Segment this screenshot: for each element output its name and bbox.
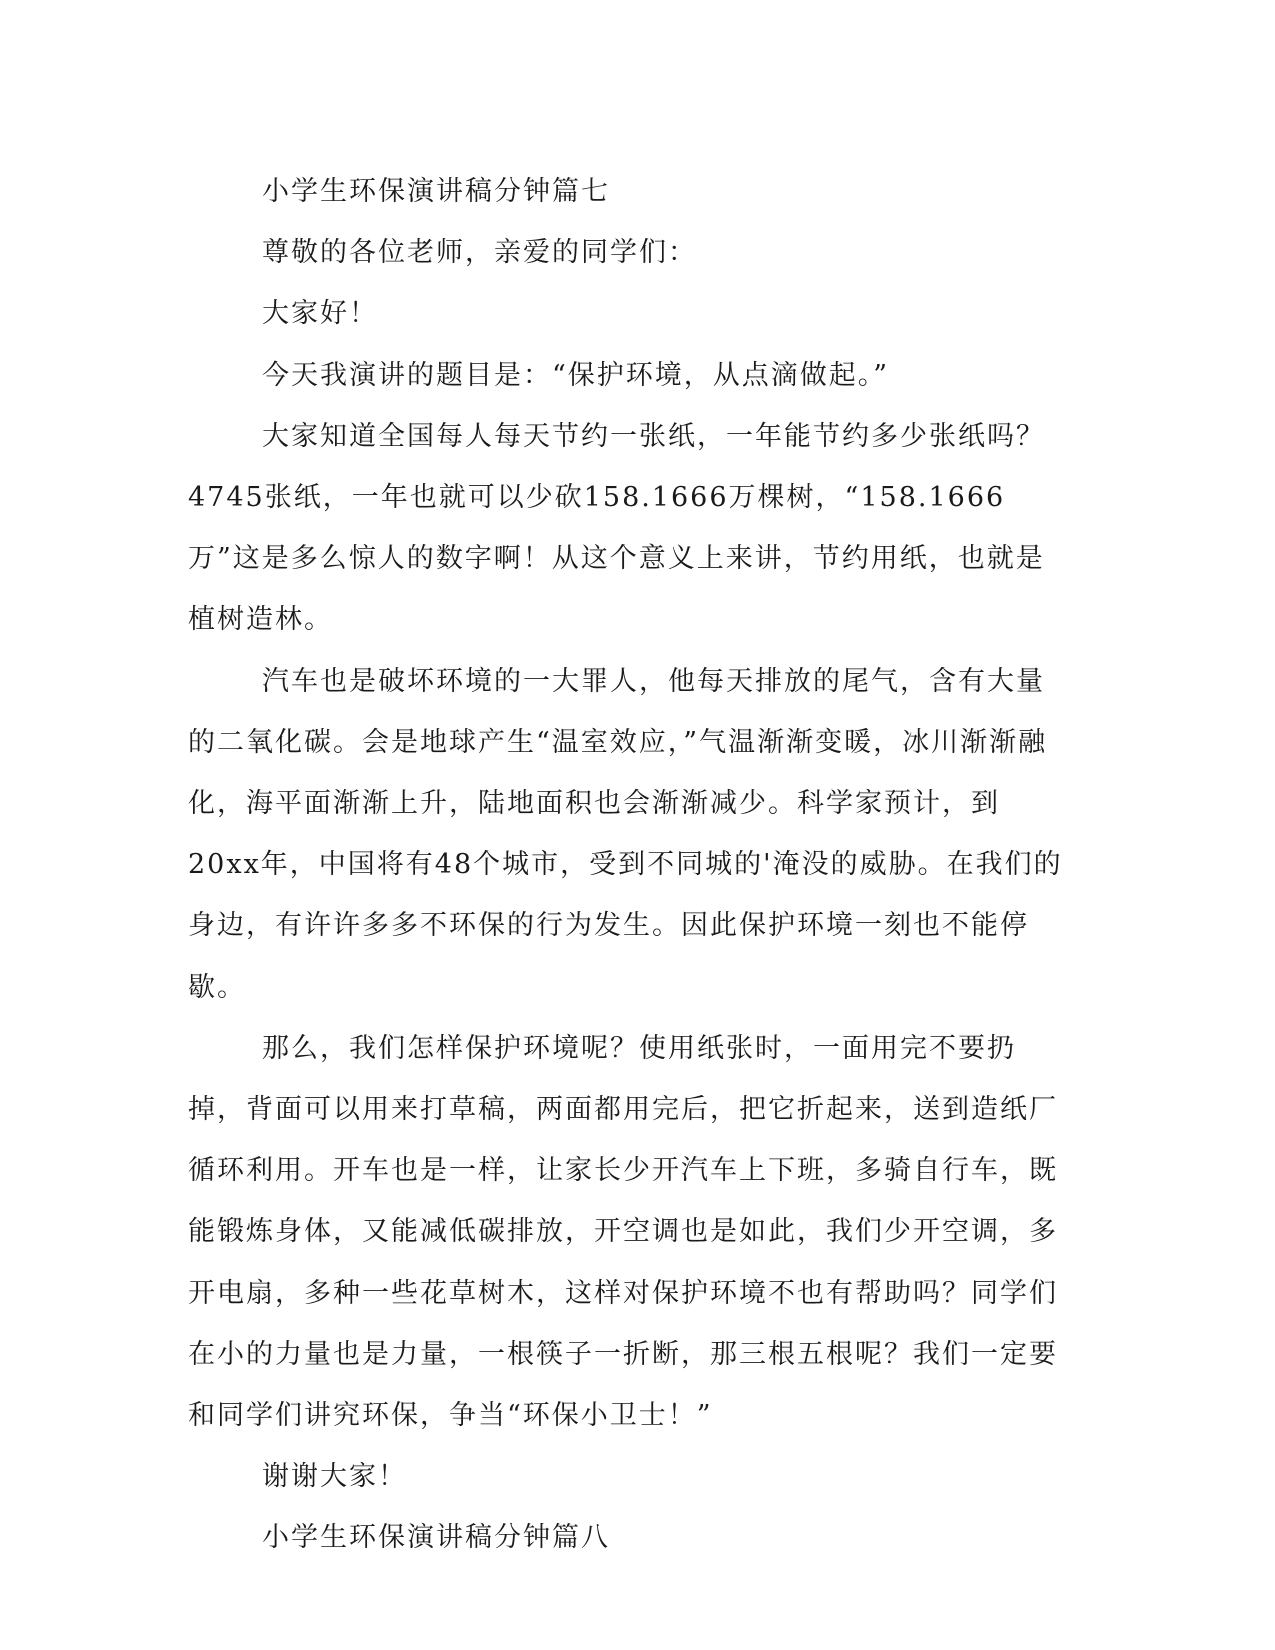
paragraph-how-to-protect: 那么，我们怎样保护环境呢？使用纸张时，一面用完不要扔掉，背面可以用来打草稿，两面都用完后，把它折起来，送到造纸厂循环利用。开车也是一样，让家长少开汽车上下班，多骑自行车，既能锻炼身体，又能减低碳排放，开空调也是如此，我们少开空调，多开电扇，多种一些花草树木，这样对保护环境不也有帮助吗？同学们在小的力量也是力量，一根筷子一折断，那三根五根呢？我们一定要和同学们讲究环保，争当“环保小卫士！”	[188, 1032, 1058, 1432]
document-body	[188, 161, 1068, 1569]
speech-topic: 今天我演讲的题目是：“保护环境，从点滴做起。”	[262, 359, 890, 391]
section-heading-8: 小学生环保演讲稿分钟篇八	[262, 1522, 610, 1554]
paragraph-paper-saving: 大家知道全国每人每天节约一张纸，一年能节约多少张纸吗？4745张纸，一年也就可以少砍158.1666万棵树，“158.1666万”这是多么惊人的数字啊！从这个意义上来讲，节约用纸，也就是植树造林。	[188, 420, 1045, 636]
paragraph-car-emissions: 汽车也是破坏环境的一大罪人，他每天排放的尾气，含有大量的二氧化碳。会是地球产生“温室效应，”气温渐渐变暖，冰川渐渐融化，海平面渐渐上升，陆地面积也会渐渐减少。科学家预计，到20xx年，中国将有48个城市，受到不同城的'淹没的威胁。在我们的身边，有许许多多不环保的行为发生。因此保护环境一刻也不能停歇。	[188, 665, 1063, 1003]
section-heading-7: 小学生环保演讲稿分钟篇七	[262, 176, 610, 207]
greeting: 大家好！	[262, 298, 378, 330]
closing-thanks: 谢谢大家！	[262, 1461, 407, 1493]
salutation: 尊敬的各位老师，亲爱的同学们：	[262, 237, 697, 269]
